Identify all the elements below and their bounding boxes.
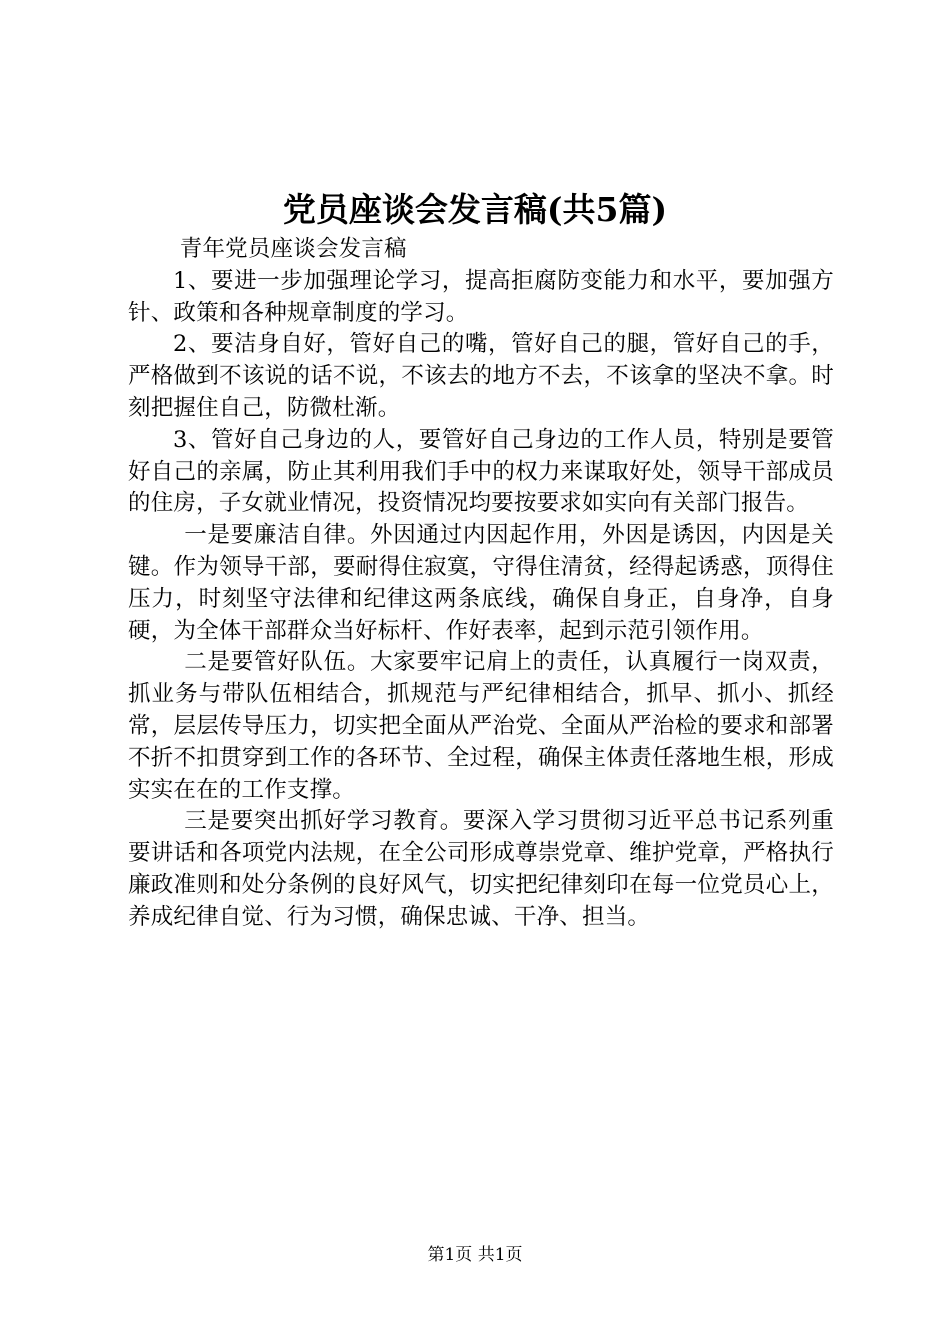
paragraph-third: 三是要突出抓好学习教育。要深入学习贯彻习近平总书记系列重要讲话和各项党内法规，在全公司形成尊崇党章、维护党章，严格执行廉政准则和处分条例的良好风气，切实把纪律刻印在每一位党员心上，养成纪律自觉、行为习惯，确保忠诚、干净、担当。 [128,808,834,930]
paragraph-point-3: 3、管好自己身边的人，要管好自己身边的工作人员，特别是要管好自己的亲属，防止其利用我们手中的权力来谋取好处，领导干部成员的住房，子女就业情况，投资情况均要按要求如实向有关部门报告。 [128,426,834,517]
document-body [128,234,834,934]
paragraph-second: 二是要管好队伍。大家要牢记肩上的责任，认真履行一岗双责，抓业务与带队伍相结合，抓规范与严纪律相结合，抓早、抓小、抓经常，层层传导压力，切实把全面从严治党、全面从严治检的要求和部署不折不扣贯穿到工作的各环节、全过程，确保主体责任落地生根，形成实实在在的工作支撑。 [128,649,834,803]
page-footer: 第1页 共1页 [427,1245,523,1265]
paragraph-first: 一是要廉洁自律。外因通过内因起作用，外因是诱因，内因是关键。作为领导干部，要耐得住寂寞，守得住清贫，经得起诱惑，顶得住压力，时刻坚守法律和纪律这两条底线，确保自身正，自身净，自身硬，为全体干部群众当好标杆、作好表率，起到示范引领作用。 [128,522,834,644]
paragraph-point-1: 1、要进一步加强理论学习，提高拒腐防变能力和水平，要加强方针、政策和各种规章制度的学习。 [128,267,834,326]
document-title: 党员座谈会发言稿(共5篇) [282,190,668,229]
paragraph-point-2: 2、要洁身自好，管好自己的嘴，管好自己的腿，管好自己的手，严格做到不该说的话不说，不该去的地方不去，不该拿的坚决不拿。时刻把握住自己，防微杜渐。 [128,331,834,421]
section-heading: 青年党员座谈会发言稿 [179,236,407,262]
